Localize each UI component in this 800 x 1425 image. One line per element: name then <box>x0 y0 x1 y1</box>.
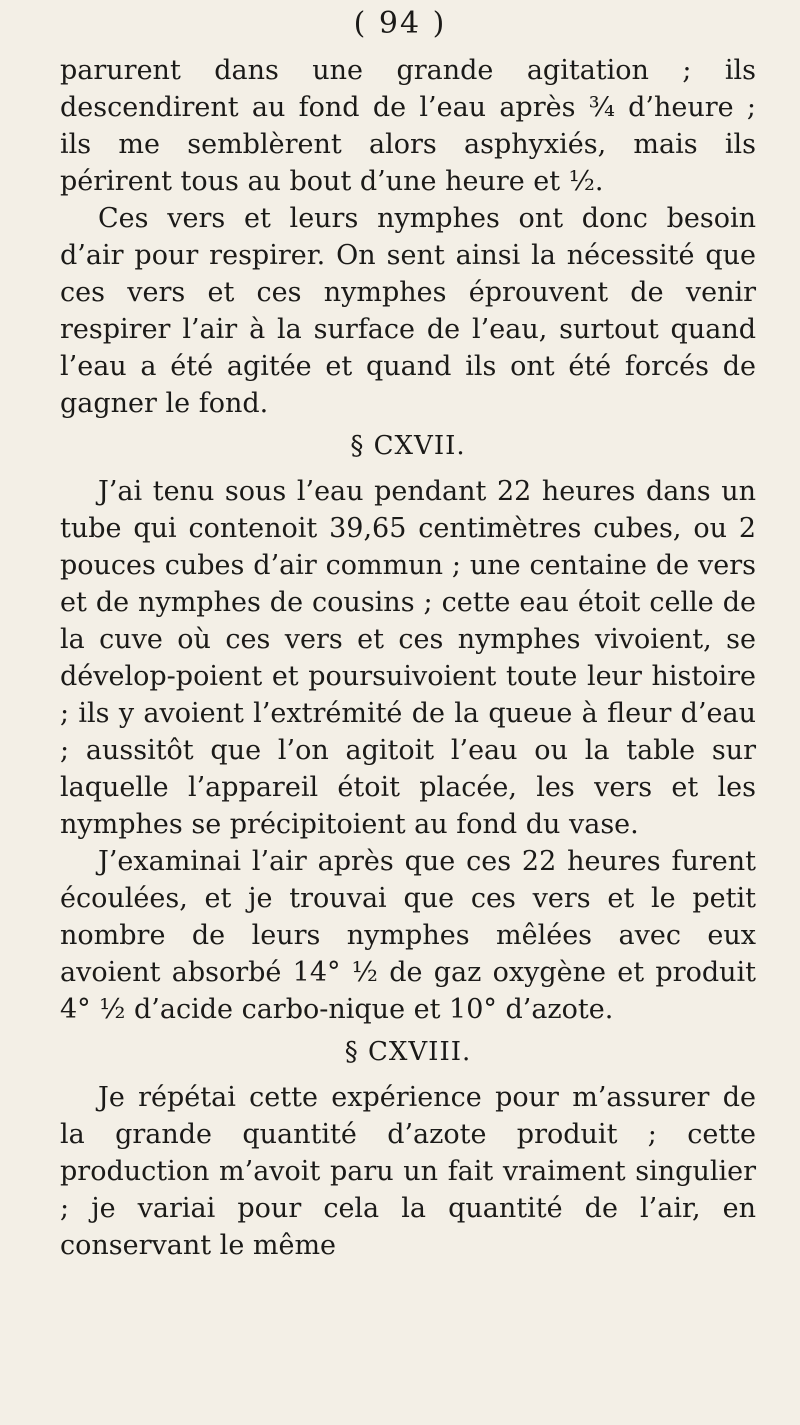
paragraph-repeat-experiment: Je répétai cette expérience pour m’assurer de la grande quantité d’azote produit ; cette production m’avoit paru un fait vraiment singulier ; je variai pour cela la quantité de l’air, en conservant le même <box>60 1082 756 1261</box>
section-heading-cxvii: § CXVII. <box>350 431 466 461</box>
paragraph-experiment-tube: J’ai tenu sous l’eau pendant 22 heures dans un tube qui contenoit 39,65 centimètres cubes, ou 2 pouces cubes d’air commun ; une centaine de vers et de nymphes de cousins ; cette eau étoit celle de la cuve où ces vers et ces nymphes vivoient, se dévelop-poient et poursuivoient toute leur histoire ; ils y avoient l’extrémité de la queue à fleur d’eau ; aussitôt que l’on agitoit l’eau ou la table sur laquelle l’appareil étoit placée, les vers et les nymphes se précipitoient au fond du vase. <box>60 476 756 840</box>
paragraph-nymphs-breathing: Ces vers et leurs nymphes ont donc besoin d’air pour respirer. On sent ainsi la nécessité que ces vers et ces nymphes éprouvent de venir respirer l’air à la surface de l’eau, surtout quand l’eau a été agitée et quand ils ont été forcés de gagner le fond. <box>60 203 756 419</box>
page-text <box>60 52 756 1264</box>
page-number: ( 94 ) <box>353 6 447 41</box>
section-heading-cxviii: § CXVIII. <box>344 1037 472 1067</box>
paragraph-continued: parurent dans une grande agitation ; ils descendirent au fond de l’eau après ¾ d’heure ; ils me semblèrent alors asphyxiés, mais ils périrent tous au bout d’une heure et ½. <box>60 55 756 197</box>
paragraph-air-examination: J’examinai l’air après que ces 22 heures furent écoulées, et je trouvai que ces vers et le petit nombre de leurs nymphes mêlées avec eux avoient absorbé 14° ½ de gaz oxygène et produit 4° ½ d’acide carbo-nique et 10° d’azote. <box>60 846 756 1025</box>
